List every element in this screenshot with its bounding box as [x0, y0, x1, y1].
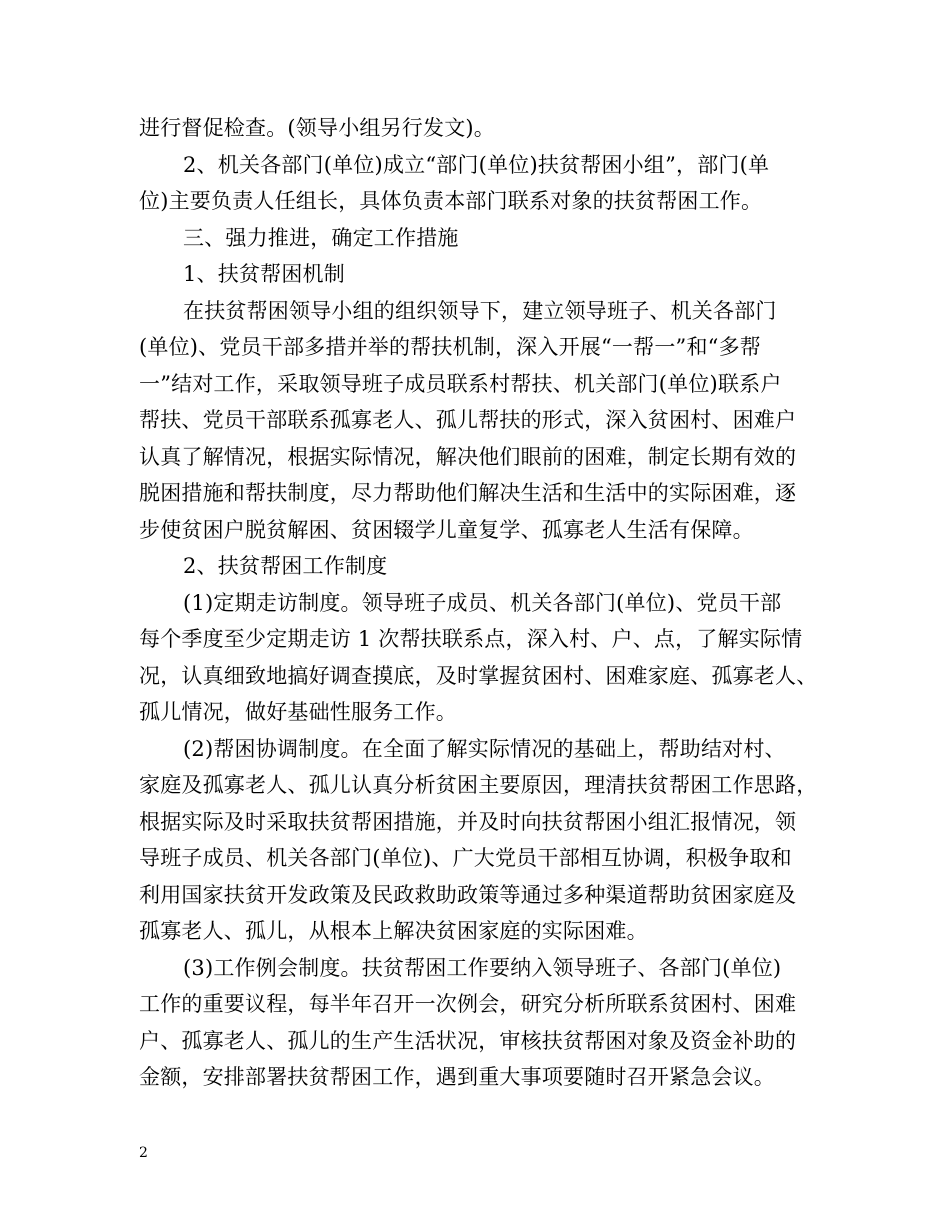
text-line: 每个季度至少定期走访 1 次帮扶联系点，深入村、户、点，了解实际情: [139, 627, 803, 651]
text-line: 户、孤寡老人、孤儿的生产生活状况，审核扶贫帮困对象及资金补助的: [139, 1028, 797, 1053]
text-line: (1)定期走访制度。领导班子成员、机关各部门(单位)、党员干部: [183, 590, 782, 615]
text-line: (2)帮困协调制度。在全面了解实际情况的基础上，帮助结对村、: [183, 736, 786, 761]
text-line: 脱困措施和帮扶制度，尽力帮助他们解决生活和生活中的实际困难，逐: [139, 481, 797, 505]
text-line: 三、强力推进，确定工作措施: [183, 225, 459, 250]
document-body: [139, 110, 819, 1096]
text-line: 孤寡老人、孤儿，从根本上解决贫困家庭的实际困难。: [139, 919, 648, 943]
text-line: 步使贫困户脱贫解困、贫困辍学儿童复学、孤寡老人生活有保障。: [139, 517, 754, 542]
text-line: 工作的重要议程，每半年召开一次例会，研究分析所联系贫困村、困难: [139, 992, 797, 1016]
text-line: (单位)、党员干部多措并举的帮扶机制，深入开展“一帮一”和“多帮: [139, 335, 761, 359]
text-line: 利用国家扶贫开发政策及民政救助政策等通过多种渠道帮助贫困家庭及: [139, 882, 797, 907]
page-number: 2: [139, 1145, 148, 1161]
text-line: 根据实际及时采取扶贫帮困措施，并及时向扶贫帮困小组汇报情况，领: [139, 809, 797, 834]
text-line: 位)主要负责人任组长，具体负责本部门联系对象的扶贫帮困工作。: [139, 189, 763, 213]
text-line: 金额，安排部署扶贫帮困工作，遇到重大事项要随时召开紧急会议。: [139, 1065, 775, 1089]
text-line: 一”结对工作，采取领导班子成员联系村帮扶、机关部门(单位)联系户: [139, 371, 782, 396]
text-line: 2、扶贫帮困工作制度: [183, 554, 388, 578]
text-line: 进行督促检查。(领导小组另行发文)。: [139, 116, 495, 140]
text-line: 况，认真细致地搞好调查摸底，及时掌握贫困村、困难家庭、孤寡老人、: [139, 663, 818, 688]
text-line: 在扶贫帮困领导小组的组织领导下，建立领导班子、机关各部门: [183, 298, 777, 323]
text-line: 1、扶贫帮困机制: [183, 262, 345, 286]
text-line: (3)工作例会制度。扶贫帮困工作要纳入领导班子、各部门(单位): [183, 955, 782, 980]
text-line: 帮扶、党员干部联系孤寡老人、孤儿帮扶的形式，深入贫困村、困难户: [139, 408, 797, 432]
text-line: 导班子成员、机关各部门(单位)、广大党员干部相互协调，积极争取和: [139, 846, 792, 870]
text-line: 家庭及孤寡老人、孤儿认真分析贫困主要原因，理清扶贫帮困工作思路，: [139, 773, 818, 797]
text-line: 认真了解情况，根据实际情况，解决他们眼前的困难，制定长期有效的: [139, 444, 797, 469]
text-line: 孤儿情况，做好基础性服务工作。: [139, 700, 457, 724]
text-line: 2、机关各部门(单位)成立“部门(单位)扶贫帮困小组”，部门(单: [183, 152, 770, 177]
